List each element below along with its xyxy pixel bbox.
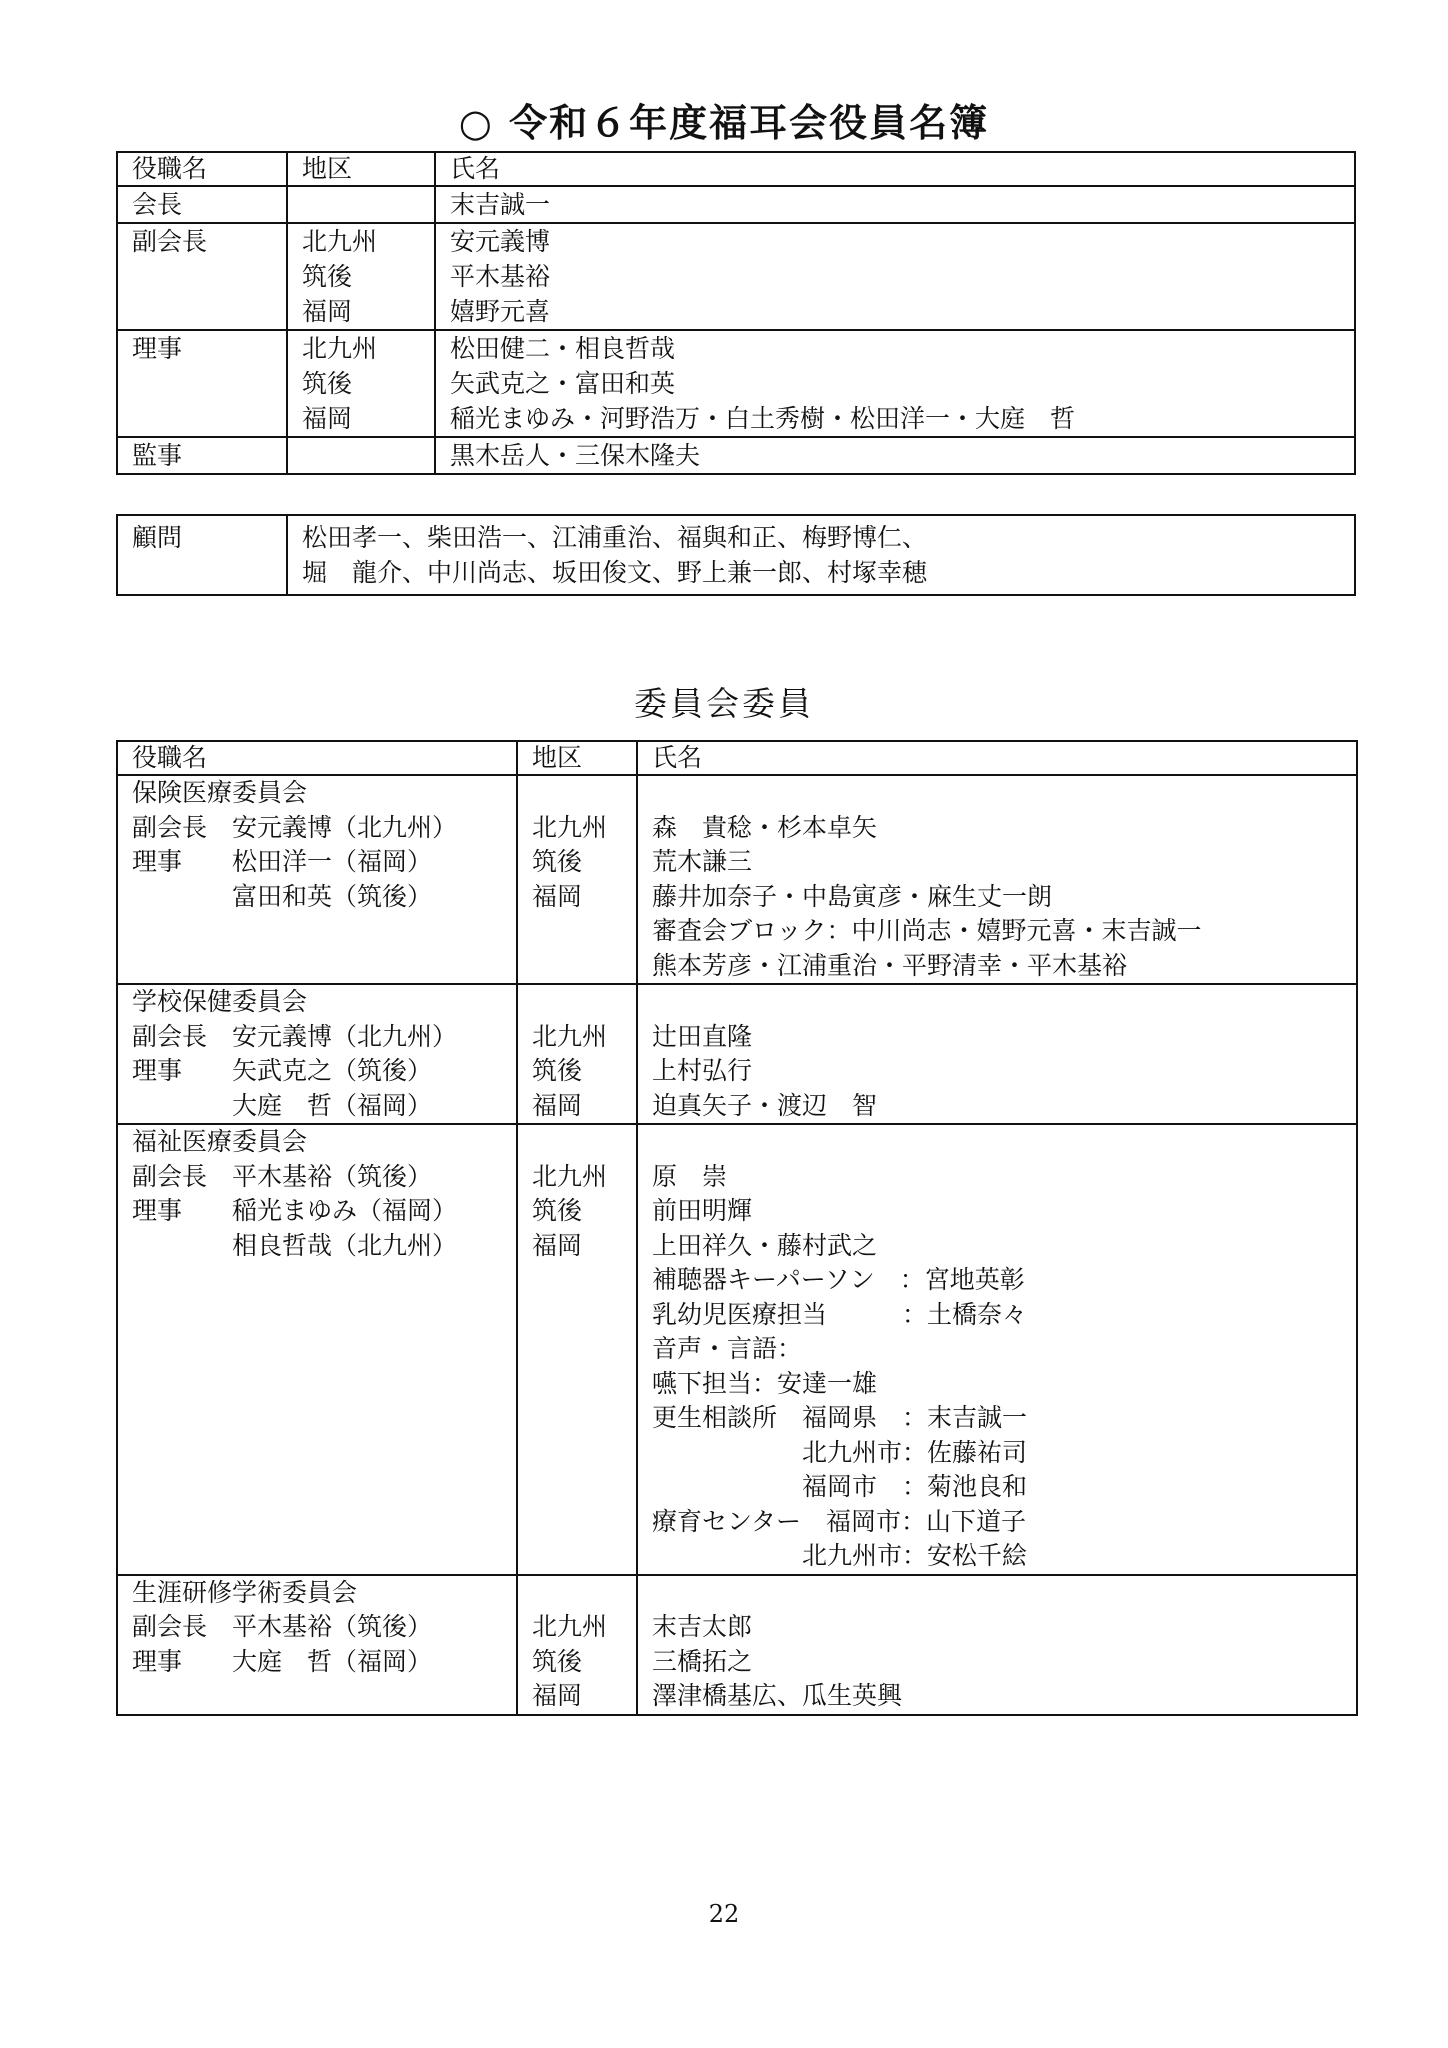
- committee-school-health: [117, 984, 1357, 1124]
- officer-row-president: [117, 186, 1355, 223]
- advisors-line: 松田孝一、柴田浩一、江浦重治、福與和正、梅野博仁、: [302, 523, 928, 552]
- committee-role: 理事 矢武克之（筑後）: [132, 1056, 433, 1085]
- area-cell: 福岡: [532, 881, 583, 911]
- member-line: 音声・言語：: [652, 1334, 803, 1363]
- area-cell: 北九州: [532, 1612, 608, 1641]
- member-line: 嚥下担当：安達一雄: [652, 1368, 878, 1398]
- committee-role: 副会長 安元義博（北九州）: [132, 1021, 458, 1051]
- advisors-row: [117, 515, 1355, 595]
- role-label: 副会長: [132, 227, 208, 256]
- committee-role: 副会長 平木基裕（筑後）: [132, 1612, 433, 1641]
- name-cell: 矢武克之・富田和英: [450, 369, 676, 398]
- committee-section-title: 委員会委員: [634, 684, 814, 723]
- area-cell: [302, 187, 420, 222]
- committee-role: 相良哲哉（北九州）: [132, 1230, 458, 1260]
- role-label: 理事: [132, 334, 183, 363]
- area-cell: 筑後: [302, 369, 353, 398]
- page-title: ○ 令和６年度福耳会役員名簿: [458, 101, 990, 145]
- member-line: 更生相談所 福岡県 ：末吉誠一: [652, 1403, 1028, 1432]
- name-cell: 稲光まゆみ・河野浩万・白土秀樹・松田洋一・大庭 哲: [450, 404, 1076, 433]
- member-line: 審査会ブロック：中川尚志・嬉野元喜・末吉誠一: [652, 916, 1202, 945]
- committee-name: 保険医療委員会: [132, 778, 308, 807]
- committees-header-row: [117, 741, 1357, 775]
- committee-role: 理事 大庭 哲（福岡）: [132, 1646, 433, 1676]
- area-cell: 福岡: [532, 1090, 583, 1120]
- header-name: 氏名: [637, 741, 1357, 775]
- member-line: 澤津橋基広、瓜生英興: [652, 1681, 903, 1710]
- committee-insurance: [117, 775, 1357, 984]
- officers-header-row: [117, 152, 1355, 186]
- role-label: 監事: [132, 441, 183, 470]
- member-line: 藤井加奈子・中島寅彦・麻生丈一朗: [652, 881, 1053, 911]
- area-cell: 北九州: [532, 812, 608, 842]
- area-cell: 北九州: [532, 1161, 608, 1191]
- committee-name: 福祉医療委員会: [132, 1127, 308, 1156]
- member-line: 辻田直隆: [652, 1021, 753, 1051]
- member-line: 北九州市：安松千絵: [652, 1541, 1028, 1570]
- name-cell: 安元義博: [450, 227, 551, 256]
- area-cell: 筑後: [532, 1646, 583, 1676]
- member-line: 前田明輝: [652, 1196, 753, 1225]
- area-cell: 福岡: [532, 1230, 583, 1260]
- header-role: 役職名: [117, 152, 287, 186]
- page-number: 22: [708, 1900, 740, 1928]
- area-cell: 北九州: [532, 1021, 608, 1051]
- member-line: 福岡市 ：菊池良和: [652, 1472, 1028, 1501]
- area-cell: 福岡: [302, 297, 353, 326]
- area-cell: 北九州: [302, 227, 378, 256]
- committee-role: 理事 松田洋一（福岡）: [132, 847, 433, 876]
- member-line: 上田祥久・藤村武之: [652, 1230, 878, 1260]
- member-line: 療育センター 福岡市：山下道子: [652, 1506, 1027, 1536]
- committee-name: 学校保健委員会: [132, 987, 308, 1016]
- area-cell: 筑後: [532, 1196, 583, 1225]
- committee-role: 副会長 平木基裕（筑後）: [132, 1161, 433, 1191]
- committee-lifelong-learning: [117, 1575, 1357, 1715]
- name-cell: 平木基裕: [450, 262, 551, 291]
- area-cell: 筑後: [532, 1056, 583, 1085]
- committee-role: 理事 稲光まゆみ（福岡）: [132, 1196, 458, 1225]
- area-cell: 筑後: [532, 847, 583, 876]
- area-cell: 福岡: [302, 404, 353, 433]
- committee-role: 富田和英（筑後）: [132, 881, 433, 911]
- header-name: 氏名: [435, 152, 1355, 186]
- committees-table: [116, 740, 1358, 1716]
- committee-name: 生涯研修学術委員会: [132, 1577, 358, 1607]
- area-cell: 福岡: [532, 1681, 583, 1710]
- member-line: 末吉太郎: [652, 1612, 753, 1641]
- member-line: 補聴器キーパーソン ：宮地英彰: [652, 1265, 1025, 1294]
- area-cell: [302, 438, 420, 473]
- member-line: 熊本芳彦・江浦重治・平野清幸・平木基裕: [652, 950, 1128, 980]
- member-line: 荒木謙三: [652, 847, 753, 876]
- member-line: 上村弘行: [652, 1056, 753, 1085]
- name-cell: 末吉誠一: [450, 190, 551, 219]
- member-line: 森 貴稔・杉本卓矢: [652, 812, 878, 842]
- area-cell: 筑後: [302, 262, 353, 291]
- officer-row-auditors: [117, 437, 1355, 474]
- area-cell: 北九州: [302, 334, 378, 363]
- name-cell: 黒木岳人・三保木隆夫: [450, 441, 701, 470]
- committee-welfare: [117, 1124, 1357, 1575]
- member-line: 原 崇: [652, 1161, 728, 1191]
- advisors-line: 堀 龍介、中川尚志、坂田俊文、野上兼一郎、村塚幸穂: [302, 558, 928, 587]
- header-area: 地区: [517, 741, 637, 775]
- member-line: 迫真矢子・渡辺 智: [652, 1090, 878, 1120]
- committee-role: 大庭 哲（福岡）: [132, 1090, 433, 1120]
- role-label: 会長: [132, 190, 183, 219]
- header-area: 地区: [287, 152, 435, 186]
- header-role: 役職名: [117, 741, 517, 775]
- committee-role: 副会長 安元義博（北九州）: [132, 812, 458, 842]
- name-cell: 嬉野元喜: [450, 297, 551, 326]
- advisors-label: 顧問: [132, 523, 183, 552]
- officer-row-vice-president: [117, 223, 1355, 330]
- officer-row-directors: [117, 330, 1355, 437]
- name-cell: 松田健二・相良哲哉: [450, 334, 676, 363]
- officers-table: [116, 151, 1356, 475]
- advisors-table: [116, 514, 1356, 596]
- member-line: 乳幼児医療担当 ：土橋奈々: [652, 1299, 1028, 1329]
- member-line: 三橋拓之: [652, 1646, 753, 1676]
- member-line: 北九州市：佐藤祐司: [652, 1437, 1028, 1467]
